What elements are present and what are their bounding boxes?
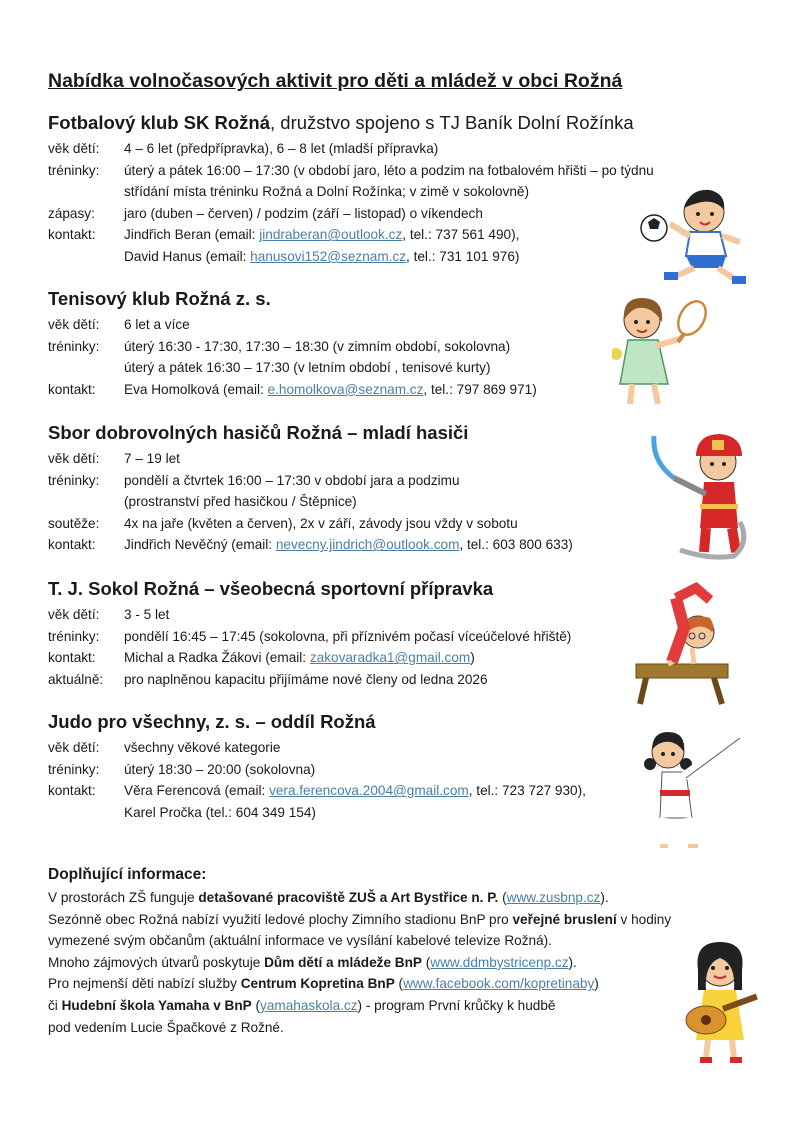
paragraph-text: či [48, 997, 62, 1013]
contact-text: , tel.: 731 101 976) [406, 248, 520, 264]
contact-text: , tel.: 737 561 490), [402, 227, 520, 243]
info-label: kontakt: [48, 381, 96, 397]
info-value: úterý 16:30 - 17:30, 17:30 – 18:30 (v zimním období, sokolovna) [124, 338, 511, 354]
info-label: věk dětí: [48, 607, 100, 622]
info-label: věk dětí: [48, 317, 100, 332]
web-link[interactable]: www.ddmbystricenp.cz [430, 954, 569, 970]
info-value: jaro (duben – červen) / podzim (září – listopad) o víkendech [124, 205, 483, 221]
info-paragraph [48, 1017, 768, 1039]
extra-info [48, 866, 768, 1038]
paragraph-text: ( [498, 890, 507, 905]
info-value: 7 – 19 let [124, 451, 180, 466]
section-heading-text: Judo pro všechny, z. s. – oddíl Rožná [48, 711, 376, 732]
info-value: pro naplněnou kapacitu přijímáme nové členy od ledna 2026 [124, 671, 488, 687]
extra-info-heading: Doplňující informace: [48, 866, 207, 883]
bold-text: veřejné bruslení [512, 911, 617, 927]
info-label [48, 491, 124, 513]
paragraph-text: ( [421, 954, 431, 970]
info-label [48, 802, 124, 824]
info-paragraph [48, 952, 768, 974]
email-link[interactable]: jindraberan@outlook.cz [259, 227, 403, 243]
paragraph-text: Sezónně obec Rožná nabízí využití ledové plochy Zimního stadionu BnP pro [48, 911, 513, 927]
paragraph-text: vymezené svým občanům (aktuální informace ve vysílání kabelové televize Rožná). [48, 933, 552, 949]
info-paragraph [48, 887, 768, 909]
judo-girl-icon [640, 728, 764, 852]
info-label: kontakt: [48, 783, 96, 799]
contact-text: Michal a Radka Žákovi (email: [124, 650, 310, 666]
paragraph-text: Mnoho zájmových útvarů poskytuje [48, 954, 265, 970]
info-label: věk dětí: [48, 141, 100, 156]
info-paragraph [48, 973, 768, 995]
bold-text: Dům dětí a mládeže BnP [264, 954, 422, 970]
email-link[interactable]: nevecny.jindrich@outlook.com [275, 537, 460, 553]
paragraph-text: ). [600, 890, 609, 905]
extra-info-paragraphs [48, 887, 768, 1038]
contact-text: Věra Ferencová (email: [124, 783, 270, 799]
web-link[interactable]: www.facebook.com/kopretinaby [403, 976, 595, 992]
info-value: Karel Pročka (tel.: 604 349 154) [124, 804, 316, 820]
web-link[interactable]: yamahaskola.cz [260, 997, 358, 1013]
contact-text: David Hanus (email: [124, 248, 251, 264]
info-label [48, 246, 124, 268]
section-heading-note: , družstvo spojeno s TJ Baník Dolní Rožínka [270, 112, 634, 133]
info-row [48, 138, 768, 160]
contact-text: , tel.: 723 727 930), [468, 783, 586, 799]
contact-text: Jindřich Beran (email: [124, 227, 260, 243]
section-heading-text: Sbor dobrovolných hasičů Rožná – mladí hasiči [48, 422, 469, 443]
info-row [48, 160, 768, 182]
info-value: 4x na jaře (květen a červen), 2x v září, závody jsou vždy v sobotu [124, 515, 518, 531]
paragraph-text: pod vedením Lucie Špačkové z Rožné. [48, 1019, 284, 1035]
bold-text: Centrum Kopretina BnP [240, 976, 395, 992]
paragraph-text: V prostorách ZŠ funguje [48, 890, 199, 905]
info-label [48, 357, 124, 379]
bold-text: detašované pracoviště ZUŠ a Art Bystřice n. P. [198, 890, 499, 905]
email-link[interactable]: hanusovi152@seznam.cz [250, 248, 407, 264]
page-title: Nabídka volnočasových aktivit pro děti a mládež v obci Rožná [48, 70, 623, 92]
paragraph-text: v hodiny [616, 911, 672, 927]
section-heading-text: Tenisový klub Rožná z. s. [48, 288, 271, 309]
section-heading-text: Fotbalový klub SK Rožná [48, 112, 271, 133]
tennis-girl-icon [612, 292, 708, 414]
paragraph-text: ). [568, 954, 577, 970]
info-label: zápasy: [48, 205, 95, 221]
info-label: věk dětí: [48, 740, 100, 755]
info-label: tréninky: [48, 472, 100, 488]
info-paragraph [48, 995, 768, 1017]
info-value: úterý 18:30 – 20:00 (sokolovna) [124, 761, 316, 777]
paragraph-text: ( [394, 976, 404, 992]
info-label: kontakt: [48, 227, 96, 243]
info-value: (prostranství před hasičkou / Štěpnice) [124, 494, 357, 510]
info-value: úterý a pátek 16:30 – 17:30 (v letním období , tenisové kurty) [124, 360, 491, 376]
contact-text: ) [470, 650, 475, 666]
info-value: všechny věkové kategorie [124, 740, 281, 755]
info-value: 4 – 6 let (předpřípravka), 6 – 8 let (mladší přípravka) [124, 141, 439, 156]
bold-text: Hudební škola Yamaha v BnP [61, 997, 252, 1013]
contact-text: , tel.: 797 869 971) [423, 381, 537, 397]
email-link[interactable]: e.homolkova@seznam.cz [267, 381, 424, 397]
info-paragraph [48, 909, 768, 931]
section-heading-text: T. J. Sokol Rožná – všeobecná sportovní přípravka [48, 578, 494, 599]
info-label: soutěže: [48, 515, 100, 531]
guitar-girl-icon [676, 940, 764, 1066]
contact-text: , tel.: 603 800 633) [459, 537, 573, 553]
email-link[interactable]: zakovaradka1@gmail.com [309, 650, 471, 666]
info-value: pondělí a čtvrtek 16:00 – 17:30 v období jara a podzimu [124, 472, 460, 488]
section-heading [48, 112, 768, 134]
soccer-boy-icon [636, 184, 746, 286]
info-paragraph [48, 930, 768, 952]
info-label: tréninky: [48, 628, 100, 644]
paragraph-text: ( [251, 997, 261, 1013]
info-value: střídání místa tréninku Rožná a Dolní Rožínka; v zimě v sokolovně) [124, 184, 529, 200]
info-label: aktuálně: [48, 671, 104, 687]
info-label [48, 181, 124, 203]
web-link[interactable]: www.zusbnp.cz [506, 890, 601, 905]
info-label: tréninky: [48, 338, 100, 354]
info-value: 3 - 5 let [124, 607, 170, 622]
info-value: pondělí 16:45 – 17:45 (sokolovna, při příznivém počasí víceúčelové hřiště) [124, 628, 572, 644]
info-value: 6 let a více [124, 317, 190, 332]
firefighter-kid-icon [650, 432, 750, 560]
info-label: tréninky: [48, 162, 100, 178]
info-value: úterý a pátek 16:00 – 17:30 (v období jaro, léto a podzim na fotbalovém hřišti – po týdnu [124, 162, 654, 178]
contact-text: Jindřich Nevěčný (email: [124, 537, 276, 553]
paragraph-text: ) - program První krůčky k hudbě [357, 997, 556, 1013]
info-label: kontakt: [48, 650, 96, 666]
email-link[interactable]: vera.ferencova.2004@gmail.com [269, 783, 469, 799]
info-label: věk dětí: [48, 451, 100, 466]
paragraph-text: ) [594, 976, 599, 992]
contact-text: Eva Homolková (email: [124, 381, 268, 397]
info-label: tréninky: [48, 761, 100, 777]
gymnast-kid-icon [632, 578, 732, 708]
info-label: kontakt: [48, 537, 96, 553]
paragraph-text: Pro nejmenší děti nabízí služby [48, 976, 241, 992]
